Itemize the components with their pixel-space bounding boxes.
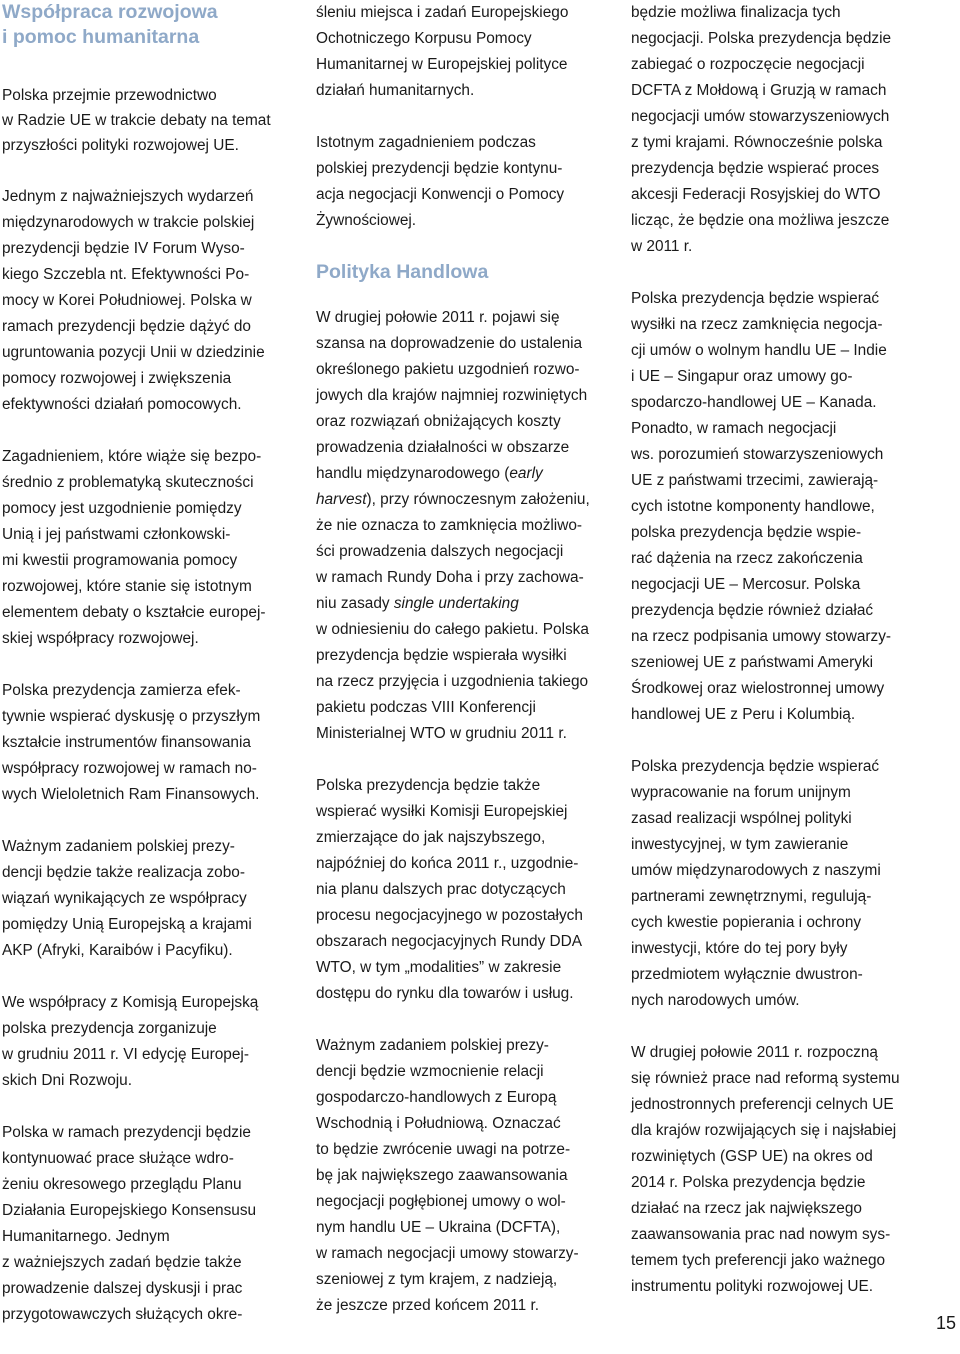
paragraph: będzie możliwa finalizacja tych negocjacji. Polska prezydencja będzie zabiegać o rozpoczęcie negocjacji DCFTA z Mołdową i Gruzją w ramach negocjacji umów stowarzyszeniowych z tymi krajami. Równocześnie polska prezydencja będzie wspierać proces akcesji Federacji Rosyjskiej do WTO licząc, że będzie ona możliwa jeszcze w 2011 r. <box>631 4 892 255</box>
paragraph: Polska prezydencja będzie wspierać wysiłki na rzecz zamknięcia negocja- cji umów o wolnym handlu UE – Indie i UE – Singapur oraz umowy go- spodarczo-handlowej UE – Kanada. Ponadto, w ramach negocjacji ws. porozumień stowarzyszeniowych UE z państwami trzecimi, zawierają- cych istotne komponenty handlowe, polska prezydencja będzie wspie- rać dążenia na rzecz zakończenia negocjacji UE – Mercosur. Polska prezydencja będzie również działać na rzecz podpisania umowy stowarzy- szeniowej UE z państwami Ameryki Środkowej oraz wielostronnej umowy handlowej UE z Peru i Kolumbią. <box>631 290 892 723</box>
text-run: W drugiej połowie 2011 r. pojawi się szansa na doprowadzenie do ustalenia określonego pakietu uzgodnień rozwo- jowych dla krajów najmniej rozwiniętych oraz rozwiązań obniżających koszty prowadzenia działalności w obszarze handlu międzynarodowego ( <box>316 309 588 482</box>
italic-term: early harvest <box>316 465 543 508</box>
page-number: 15 <box>935 1313 956 1333</box>
column-3 <box>631 0 931 1326</box>
paragraph: Polska w ramach prezydencji będzie kontynuować prace służące wdro- żeniu okresowego przeglądu Planu Działania Europejskiego Konsensusu Humanitarnego. Jednym z ważniejszych zadań będzie także prowadzenie dalszej dyskusji i prac przygotowawczych służących okre- <box>2 1124 257 1323</box>
text-run: ), przy równoczesnym założeniu, że nie oznacza to zamknięcia możliwo- ści prowadzenia dalszych negocjacji w ramach Rundy Doha i przy zachowa- niu zasady <box>316 491 590 612</box>
paragraph-trade <box>316 305 608 747</box>
italic-term: single undertaking <box>393 595 519 612</box>
paragraph: Zagadnieniem, które wiąże się bezpo- średnio z problematyką skuteczności pomocy jest uzgodnienie pomiędzy Unią i jej państwami członkowski- mi kwestii programowania pomocy rozwojowej, które stanie się istotnym elementem debaty o kształcie europej- skiej współpracy rozwojowej. <box>2 448 266 647</box>
paragraph: śleniu miejsca i zadań Europejskiego Ochotniczego Korpusu Pomocy Humanitarnej w Europejskiej polityce działań humanitarnych. <box>316 4 569 99</box>
text-run: w odniesieniu do całego pakietu. Polska prezydencja będzie wspierała wysiłki na rzecz przyjęcia i uzgodnienia takiego pakietu podczas VIII Konferencji Ministerialnej WTO w grudniu 2011 r. <box>316 621 589 742</box>
column-2 <box>316 0 608 1345</box>
paragraph: Jednym z najważniejszych wydarzeń międzynarodowych w trakcie polskiej prezydencji będzie IV Forum Wyso- kiego Szczebla nt. Efektywności Po- mocy w Korei Południowej. Polska w ramach prezydencji będzie dążyć do ugruntowania pozycji Unii w dziedzinie pomocy rozwojowej i zwiększenia efektywności działań pomocowych. <box>2 188 265 413</box>
paragraph: Polska prezydencja będzie także wspierać wysiłki Komisji Europejskiej zmierzające do jak najszybszego, najpóźniej do końca 2011 r., uzgodnie- nia planu dalszych prac dotyczących procesu negocjacyjnego w pozostałych obszarach negocjacyjnych Rundy DDA WTO, w tym „modalities” w zakresie dostępu do rynku dla towarów i usług. <box>316 777 583 1002</box>
paragraph: Ważnym zadaniem polskiej prezy- dencji będzie także realizacja zobo- wiązań wynikających ze współpracy pomiędzy Unią Europejską a krajami AKP (Afryki, Karaibów i Pacyfiku). <box>2 838 252 959</box>
column-1 <box>2 0 294 1354</box>
paragraph: Istotnym zagadnieniem podczas polskiej prezydencji będzie kontynu- acja negocjacji Konwencji o Pomocy Żywnościowej. <box>316 134 565 229</box>
paragraph: We współpracy z Komisją Europejską polska prezydencja zorganizuje w grudniu 2011 r. VI edycję Europej- skich Dni Rozwoju. <box>2 994 259 1089</box>
paragraph: Polska przejmie przewodnictwo w Radzie UE w trakcie debaty na temat przyszłości polityki rozwojowej UE. <box>2 87 271 154</box>
section-heading-development-cooperation: Współpraca rozwojowa i pomoc humanitarna <box>2 1 218 48</box>
paragraph: Ważnym zadaniem polskiej prezy- dencji będzie wzmocnienie relacji gospodarczo-handlowych z Europą Wschodnią i Południową. Oznaczać to będzie zwrócenie uwagi na potrze- bę jak największego zaawansowania negocjacji pogłębionej umowy o wol- nym handlu UE – Ukraina (DCFTA), w ramach negocjacji umowy stowarzy- szeniowej z tym krajem, z nadzieją, że jeszcze przed końcem 2011 r. <box>316 1037 579 1314</box>
section-heading-trade-policy: Polityka Handlowa <box>316 261 489 283</box>
paragraph: W drugiej połowie 2011 r. rozpoczną się również prace nad reformą systemu jednostronnych preferencji celnych UE dla krajów rozwijających się i najsłabiej rozwiniętych (GSP UE) na okres od 2014 r. Polska prezydencja będzie działać na rzecz jak największego zaawansowania prac nad nowym sys- temem tych preferencji jako ważnego instrumentu polityki rozwojowej UE. <box>631 1044 900 1295</box>
paragraph: Polska prezydencja zamierza efek- tywnie wspierać dyskusję o przyszłym kształcie instrumentów finansowania współpracy rozwojowej w ramach no- wych Wieloletnich Ram Finansowych. <box>2 682 261 803</box>
paragraph: Polska prezydencja będzie wspierać wypracowanie na forum unijnym zasad realizacji wspólnej polityki inwestycyjnej, w tym zawieranie umów międzynarodowych z naszymi partnerami zewnętrznymi, regulują- cych kwestie popierania i ochrony inwestycji, które do tej pory były przedmiotem wyłącznie dwustron- nych narodowych umów. <box>631 758 881 1009</box>
